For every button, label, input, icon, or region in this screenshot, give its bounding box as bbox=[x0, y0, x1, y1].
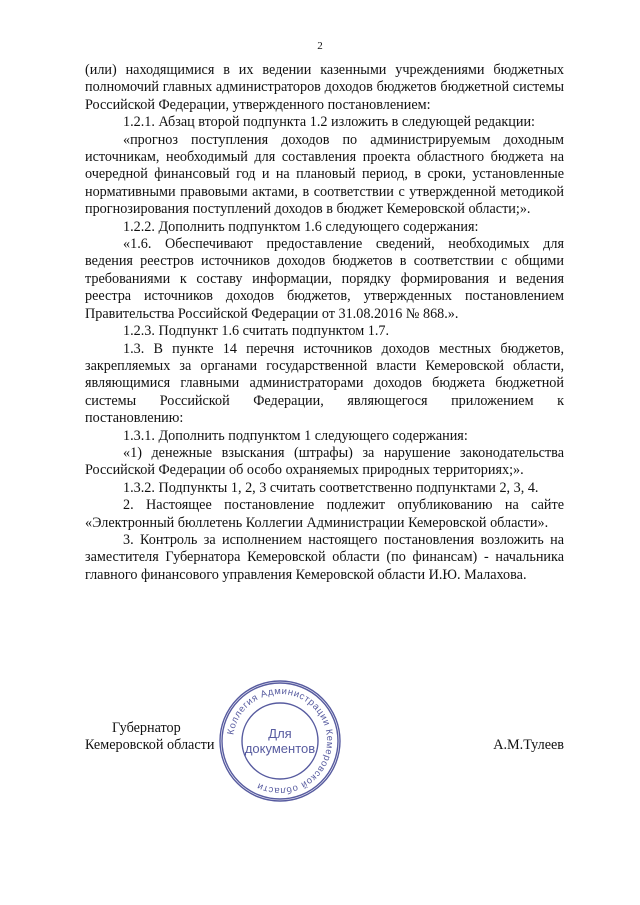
paragraph-1-2-2: 1.2.2. Дополнить подпунктом 1.6 следующего содержания: bbox=[123, 218, 479, 235]
paragraph-1-2-3: 1.2.3. Подпункт 1.6 считать подпунктом 1.7. bbox=[123, 323, 390, 340]
paragraph-intro-continued: (или) находящимися в их ведении казенными учреждениями бюджетных полномочий главных администраторов доходов бюджетов бюджетной системы Российской Федерации, утвержденного постановлением: bbox=[85, 62, 564, 113]
signatory-name: А.М.Тулеев bbox=[493, 737, 564, 753]
signatory-title: Губернатор bbox=[112, 720, 181, 736]
paragraph-quote-fines: «1) денежные взыскания (штрафы) за нарушение законодательства Российской Федерации об особо охраняемых природных территориях;». bbox=[85, 444, 564, 479]
official-stamp bbox=[215, 676, 345, 806]
document-body bbox=[85, 62, 564, 584]
paragraph-quote-1-6: «1.6. Обеспечивают предоставление сведений, необходимых для ведения реестров источников доходов бюджетов в соответствии с общими требованиями к составу информации, порядку формирования и ведения реестра источников доходов бюджетов, утвержденных постановлением Правительства Российской Федерации от 31.08.2016 № 868.». bbox=[85, 236, 564, 322]
stamp-ring-text: Коллегия Администрации Кемеровской области bbox=[225, 685, 336, 797]
paragraph-1-2-1: 1.2.1. Абзац второй подпункта 1.2 изложить в следующей редакции: bbox=[123, 114, 535, 131]
stamp-graphic bbox=[215, 676, 345, 806]
page-number: 2 bbox=[317, 40, 323, 52]
stamp-center-line2: документов bbox=[244, 741, 316, 756]
paragraph-quote-forecast: «прогноз поступления доходов по администрируемым доходным источникам, необходимый для составления проекта областного бюджета на очередной финансовый год и на плановый период, в сроки, установленные нормативными правовыми актами, в соответствии с утвержденной методикой прогнозирования поступлений доходов в бюджет Кемеровской области;». bbox=[85, 131, 564, 218]
signatory-region: Кемеровской области bbox=[85, 737, 215, 753]
paragraph-1-3-2: 1.3.2. Подпункты 1, 2, 3 считать соответственно подпунктами 2, 3, 4. bbox=[123, 479, 539, 496]
paragraph-1-3-1: 1.3.1. Дополнить подпунктом 1 следующего содержания: bbox=[123, 427, 468, 444]
paragraph-2-publication: 2. Настоящее постановление подлежит опубликованию на сайте «Электронный бюллетень Коллегии Администрации Кемеровской области». bbox=[85, 497, 564, 531]
stamp-center-line1: Для bbox=[268, 726, 292, 741]
paragraph-3-control: 3. Контроль за исполнением настоящего постановления возложить на заместителя Губернатора Кемеровской области (по финансам) - начальника главного финансового управления Кемеровской области И.Ю. Малахова. bbox=[85, 531, 564, 583]
paragraph-1-3: 1.3. В пункте 14 перечня источников доходов местных бюджетов, закрепляемых за органами государственной власти Кемеровской области, являющимися главными администраторами доходов бюджета бюджетной системы Российской Федерации, являющегося приложением к постановлению: bbox=[85, 340, 564, 427]
